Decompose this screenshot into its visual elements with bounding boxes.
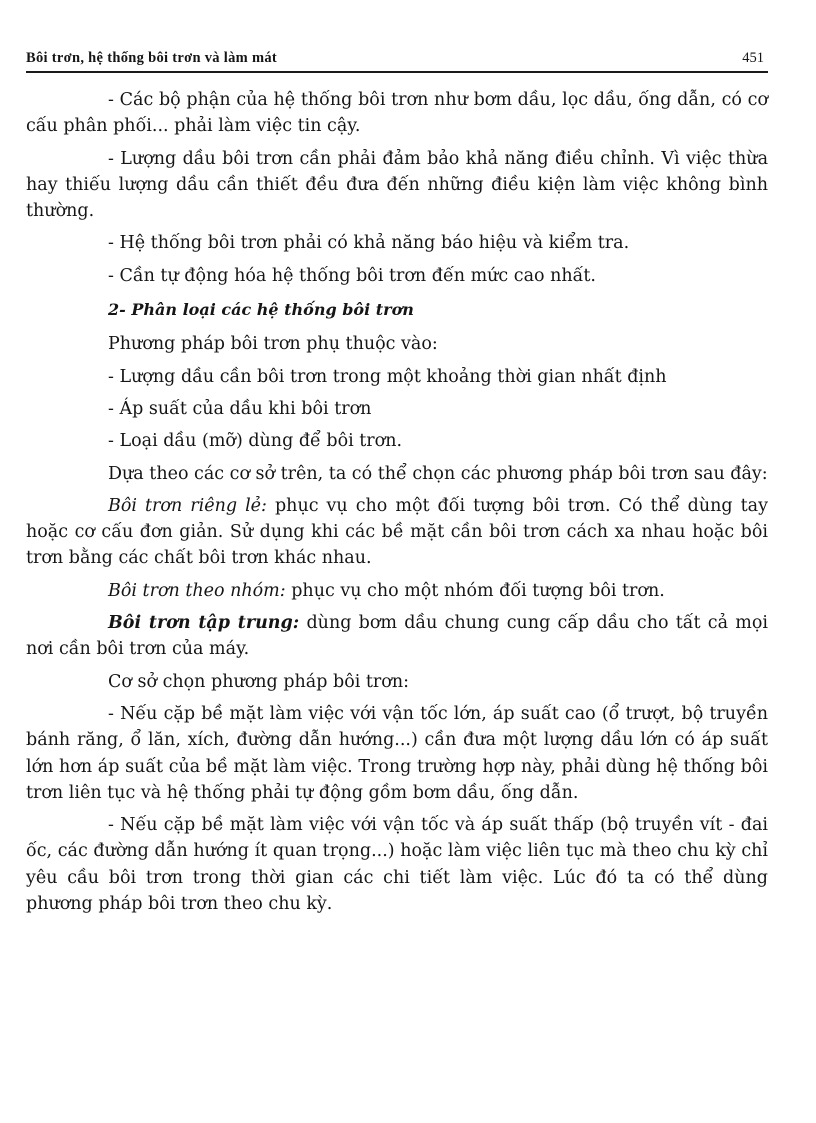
- definition: phục vụ cho một nhóm đối tượng bôi trơn.: [285, 580, 665, 601]
- paragraph: - Các bộ phận của hệ thống bôi trơn như bơm dầu, lọc dầu, ống dẫn, có cơ cấu phân phối... phải làm việc tin cậy.: [26, 90, 768, 137]
- list-item: - Áp suất của dầu khi bôi trơn: [108, 398, 372, 419]
- paragraph: - Hệ thống bôi trơn phải có khả năng báo hiệu và kiểm tra.: [108, 233, 630, 254]
- paragraph: - Nếu cặp bề mặt làm việc với vận tốc và áp suất thấp (bộ truyền vít - đai ốc, các đường dẫn hướng ít quan trọng...) hoặc làm việc liên tục mà theo chu kỳ chỉ yêu cầu bôi trơn trong thời gian các chi tiết làm việc. Lúc đó ta có thể dùng phương pháp bôi trơn theo chu kỳ.: [26, 815, 768, 915]
- chapter-title: Bôi trơn, hệ thống bôi trơn và làm mát: [26, 50, 278, 66]
- section-heading: 2- Phân loại các hệ thống bôi trơn: [108, 300, 414, 320]
- term: Bôi trơn tập trung:: [108, 613, 300, 634]
- paragraph: [26, 493, 768, 572]
- paragraph: Cơ sở chọn phương pháp bôi trơn:: [108, 671, 409, 692]
- definition: dùng bơm dầu chung cung cấp dầu cho tất cả mọi nơi cần bôi trơn của máy.: [26, 613, 768, 660]
- paragraph: [26, 610, 768, 663]
- page-number: 451: [742, 50, 764, 66]
- paragraph: - Cần tự động hóa hệ thống bôi trơn đến mức cao nhất.: [108, 265, 596, 286]
- term: Bôi trơn theo nhóm:: [108, 580, 286, 601]
- list-item: - Lượng dầu cần bôi trơn trong một khoảng thời gian nhất định: [108, 366, 667, 387]
- page-body: [26, 87, 768, 917]
- running-header: [26, 45, 768, 73]
- paragraph: Dựa theo các cơ sở trên, ta có thể chọn các phương pháp bôi trơn sau đây:: [108, 463, 768, 484]
- paragraph: Phương pháp bôi trơn phụ thuộc vào:: [108, 334, 438, 355]
- definition: phục vụ cho một đối tượng bôi trơn. Có thể dùng tay hoặc cơ cấu đơn giản. Sử dụng khi các bề mặt cần bôi trơn cách xa nhau hoặc bôi trơn bằng các chất bôi trơn khác nhau.: [26, 495, 768, 569]
- list-item: - Loại dầu (mỡ) dùng để bôi trơn.: [108, 431, 403, 452]
- term: Bôi trơn riêng lẻ:: [108, 495, 267, 516]
- paragraph: - Nếu cặp bề mặt làm việc với vận tốc lớn, áp suất cao (ổ trượt, bộ truyền bánh răng, ổ lăn, xích, đường dẫn hướng...) cần đưa một lượng dầu lớn có áp suất lớn hơn áp suất của bề mặt làm việc. Trong trường hợp này, phải dùng hệ thống bôi trơn liên tục và hệ thống phải tự động gồm bơm dầu, ống dẫn.: [26, 703, 768, 803]
- paragraph: [26, 578, 768, 604]
- paragraph: - Lượng dầu bôi trơn cần phải đảm bảo khả năng điều chỉnh. Vì việc thừa hay thiếu lượng dầu cần thiết đều đưa đến những điều kiện làm việc không bình thường.: [26, 148, 768, 222]
